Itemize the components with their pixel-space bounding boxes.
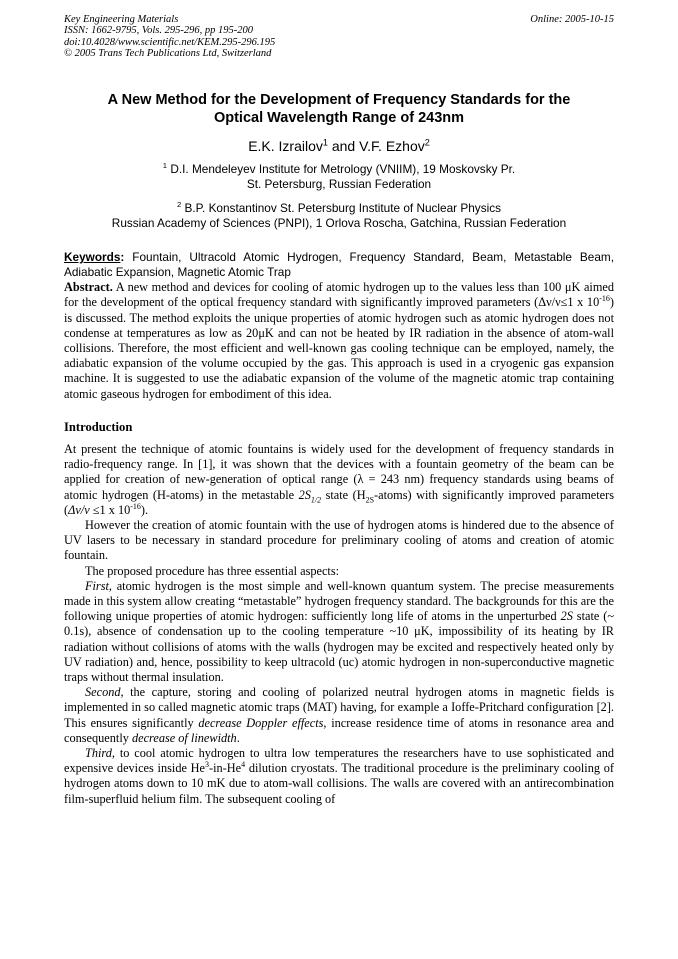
intro-p6-text-a: to cool atomic hydrogen to ultra low temperatures the researchers have to use sophisticated and expensive devices inside He	[64, 746, 614, 776]
abstract-label: Abstract.	[64, 280, 113, 295]
author-conjunction: and	[331, 138, 356, 155]
intro-p6-he4-sup: 4	[241, 760, 246, 770]
intro-p5-emphasis-2: decrease of linewidth	[131, 730, 237, 745]
intro-p1-exponent: -16	[130, 501, 141, 511]
intro-p1-state-sub: 1/2	[310, 495, 322, 505]
affiliation-1-line-2: St. Petersburg, Russian Federation	[246, 177, 432, 192]
title-line-2: Optical Wavelength Range of 243nm	[213, 110, 465, 127]
intro-p1-text-a: At present the technique of atomic fountains is widely used for the development of frequency standards in radio-frequency range. In [1], it was shown that the devices with a fountain geometry of the beam can be applied for creation of new-generation of optical range (λ = 243 nm) frequency standards using beams of atomic hydrogen (H-atoms) in the metastable	[64, 442, 614, 502]
intro-p5-text-b: , increase residence time of atoms in resonance area and consequently	[64, 715, 614, 745]
online-date: Online: 2005-10-15	[530, 14, 614, 25]
title-line-1: A New Method for the Development of Frequency Standards for the	[107, 92, 571, 109]
keywords-text: Fountain, Ultracold Atomic Hydrogen, Frequency Standard, Beam, Metastable Beam, Adiabatic Expansion, Magnetic Atomic Trap	[64, 250, 615, 280]
author-1-affil-mark: 1	[322, 137, 328, 148]
abstract-text-1: A new method and devices for cooling of atomic hydrogen up to the values less than 100 μK aimed for the development of the optical frequency standard with significantly improved parameters (Δν/ν≤1 x 10	[64, 280, 614, 310]
intro-p5-text-c: .	[236, 730, 240, 745]
intro-p5-text-a: the capture, storing and cooling of polarized neutral hydrogen atoms in magnetic fields is implemented in so called magnetic atomic traps (MAT) having, for example a Ioffe-Pritchard configuration [2]. This ensures significantly	[64, 685, 614, 730]
issn-line: ISSN: 1662-9795, Vols. 295-296, pp 195-200	[64, 25, 253, 37]
abstract-text-2: ) is discussed. The method exploits the unique properties of atomic hydrogen such as atomic hydrogen does not condense at temperatures as low as 20μK and can not be heated by IR radiation in the absence of atom-wall collisions. Therefore, the most efficient and well-known gas cooling technique can be employed, namely, the adiabatic expansion of the volume occupied by the gas. This approach is used in a cryogenic gas expansion machine. It is suggested to use the adiabatic expansion of the volume of the magnetic atomic trap containing atomic gaseous hydrogen for embodiment of this idea.	[64, 295, 614, 401]
affiliation-2-line-2: Russian Academy of Sciences (PNPI), 1 Orlova Roscha, Gatchina, Russian Federation	[111, 216, 567, 231]
intro-p1-text-b: state (H	[321, 487, 366, 502]
copyright-line: © 2005 Trans Tech Publications Ltd, Switzerland	[64, 47, 272, 59]
intro-paragraph-third	[64, 746, 614, 807]
affiliation-1-mark: 1	[162, 161, 168, 171]
intro-p4-state: 2S	[560, 609, 573, 624]
intro-p4-text-b: state (~ 0.1s), absence of condensation up to the cooling temperature ~10 μK, impossibility of its heating by IR radiation without collisions of atoms with the walls (hydrogen may be excited and respectively heated only by UV radiation) and, hence, possibility to keep ultracold (uc) atomic hydrogen in non-superconductive magnetic traps without thermal insulation.	[64, 609, 614, 685]
intro-paragraph-2: However the creation of atomic fountain with the use of hydrogen atoms is hindered due to the absence of UV lasers to be necessary in standard procedure for preliminary cooling of atoms and creation of atomic fountain.	[64, 518, 614, 563]
affiliation-2-mark: 2	[176, 200, 182, 210]
intro-p4-lead: First,	[85, 578, 112, 593]
keywords-label: Keywords	[64, 250, 121, 265]
paper-title	[64, 91, 614, 127]
intro-p6-lead: Third,	[85, 746, 115, 761]
affiliation-1	[64, 162, 614, 192]
intro-p4-text-a: atomic hydrogen is the most simple and well-known quantum system. The precise measurements made in this system allow creating “metastable” hydrogen frequency standard. The backgrounds for this are the following unique properties of atomic hydrogen: sufficiently long life of atoms in the unperturbed	[64, 578, 614, 624]
intro-paragraph-second	[64, 685, 614, 746]
journal-header	[64, 14, 614, 59]
affiliation-2	[64, 201, 614, 231]
intro-p6-text-c: dilution cryostats. The traditional procedure is the preliminary cooling of hydrogen atoms down to 10 mK due to atom-wall collisions. The walls are covered with an antirecombination film-superfluid helium film. The subsequent cooling of	[64, 761, 614, 806]
abstract	[64, 280, 614, 402]
intro-paragraph-first	[64, 579, 614, 685]
journal-name: Key Engineering Materials	[64, 14, 179, 25]
intro-p5-lead: Second,	[85, 685, 124, 700]
affiliation-1-line-1: D.I. Mendeleyev Institute for Metrology (VNIIM), 19 Moskovsky Pr.	[170, 162, 516, 177]
intro-p6-text-b: -in-He	[209, 761, 242, 776]
doi-line: doi:10.4028/www.scientific.net/KEM.295-296.195	[64, 36, 276, 48]
affiliation-2-line-1: B.P. Konstantinov St. Petersburg Institute of Nuclear Physics	[184, 201, 502, 216]
intro-p1-text-e: ).	[140, 502, 149, 517]
intro-p6-he3-sup: 3	[205, 760, 210, 770]
keywords: Keywords: Fountain, Ultracold Atomic Hydrogen, Frequency Standard, Beam, Metastable Beam, Adiabatic Expansion, Magnetic Atomic Trap	[64, 250, 615, 280]
intro-p1-h-sub: 2S	[365, 495, 375, 505]
author-line	[64, 138, 614, 155]
page	[64, 14, 614, 807]
intro-p1-state: 2S	[298, 487, 311, 502]
abstract-exponent: -16	[599, 294, 610, 304]
intro-p1-text-c: -atoms) with significantly improved parameters (	[64, 487, 614, 517]
author-1: E.K. Izrailov	[248, 138, 323, 155]
intro-paragraph-3: The proposed procedure has three essential aspects:	[85, 563, 340, 578]
author-2-affil-mark: 2	[424, 137, 430, 148]
intro-p1-text-d: ≤1 x 10	[89, 502, 131, 517]
intro-p5-emphasis-1: decrease Doppler effects	[198, 715, 324, 730]
intro-p1-ratio: Δν/ν	[68, 502, 90, 517]
section-heading-introduction: Introduction	[64, 419, 133, 434]
author-2: V.F. Ezhov	[359, 138, 425, 155]
intro-paragraph-1	[64, 442, 614, 518]
